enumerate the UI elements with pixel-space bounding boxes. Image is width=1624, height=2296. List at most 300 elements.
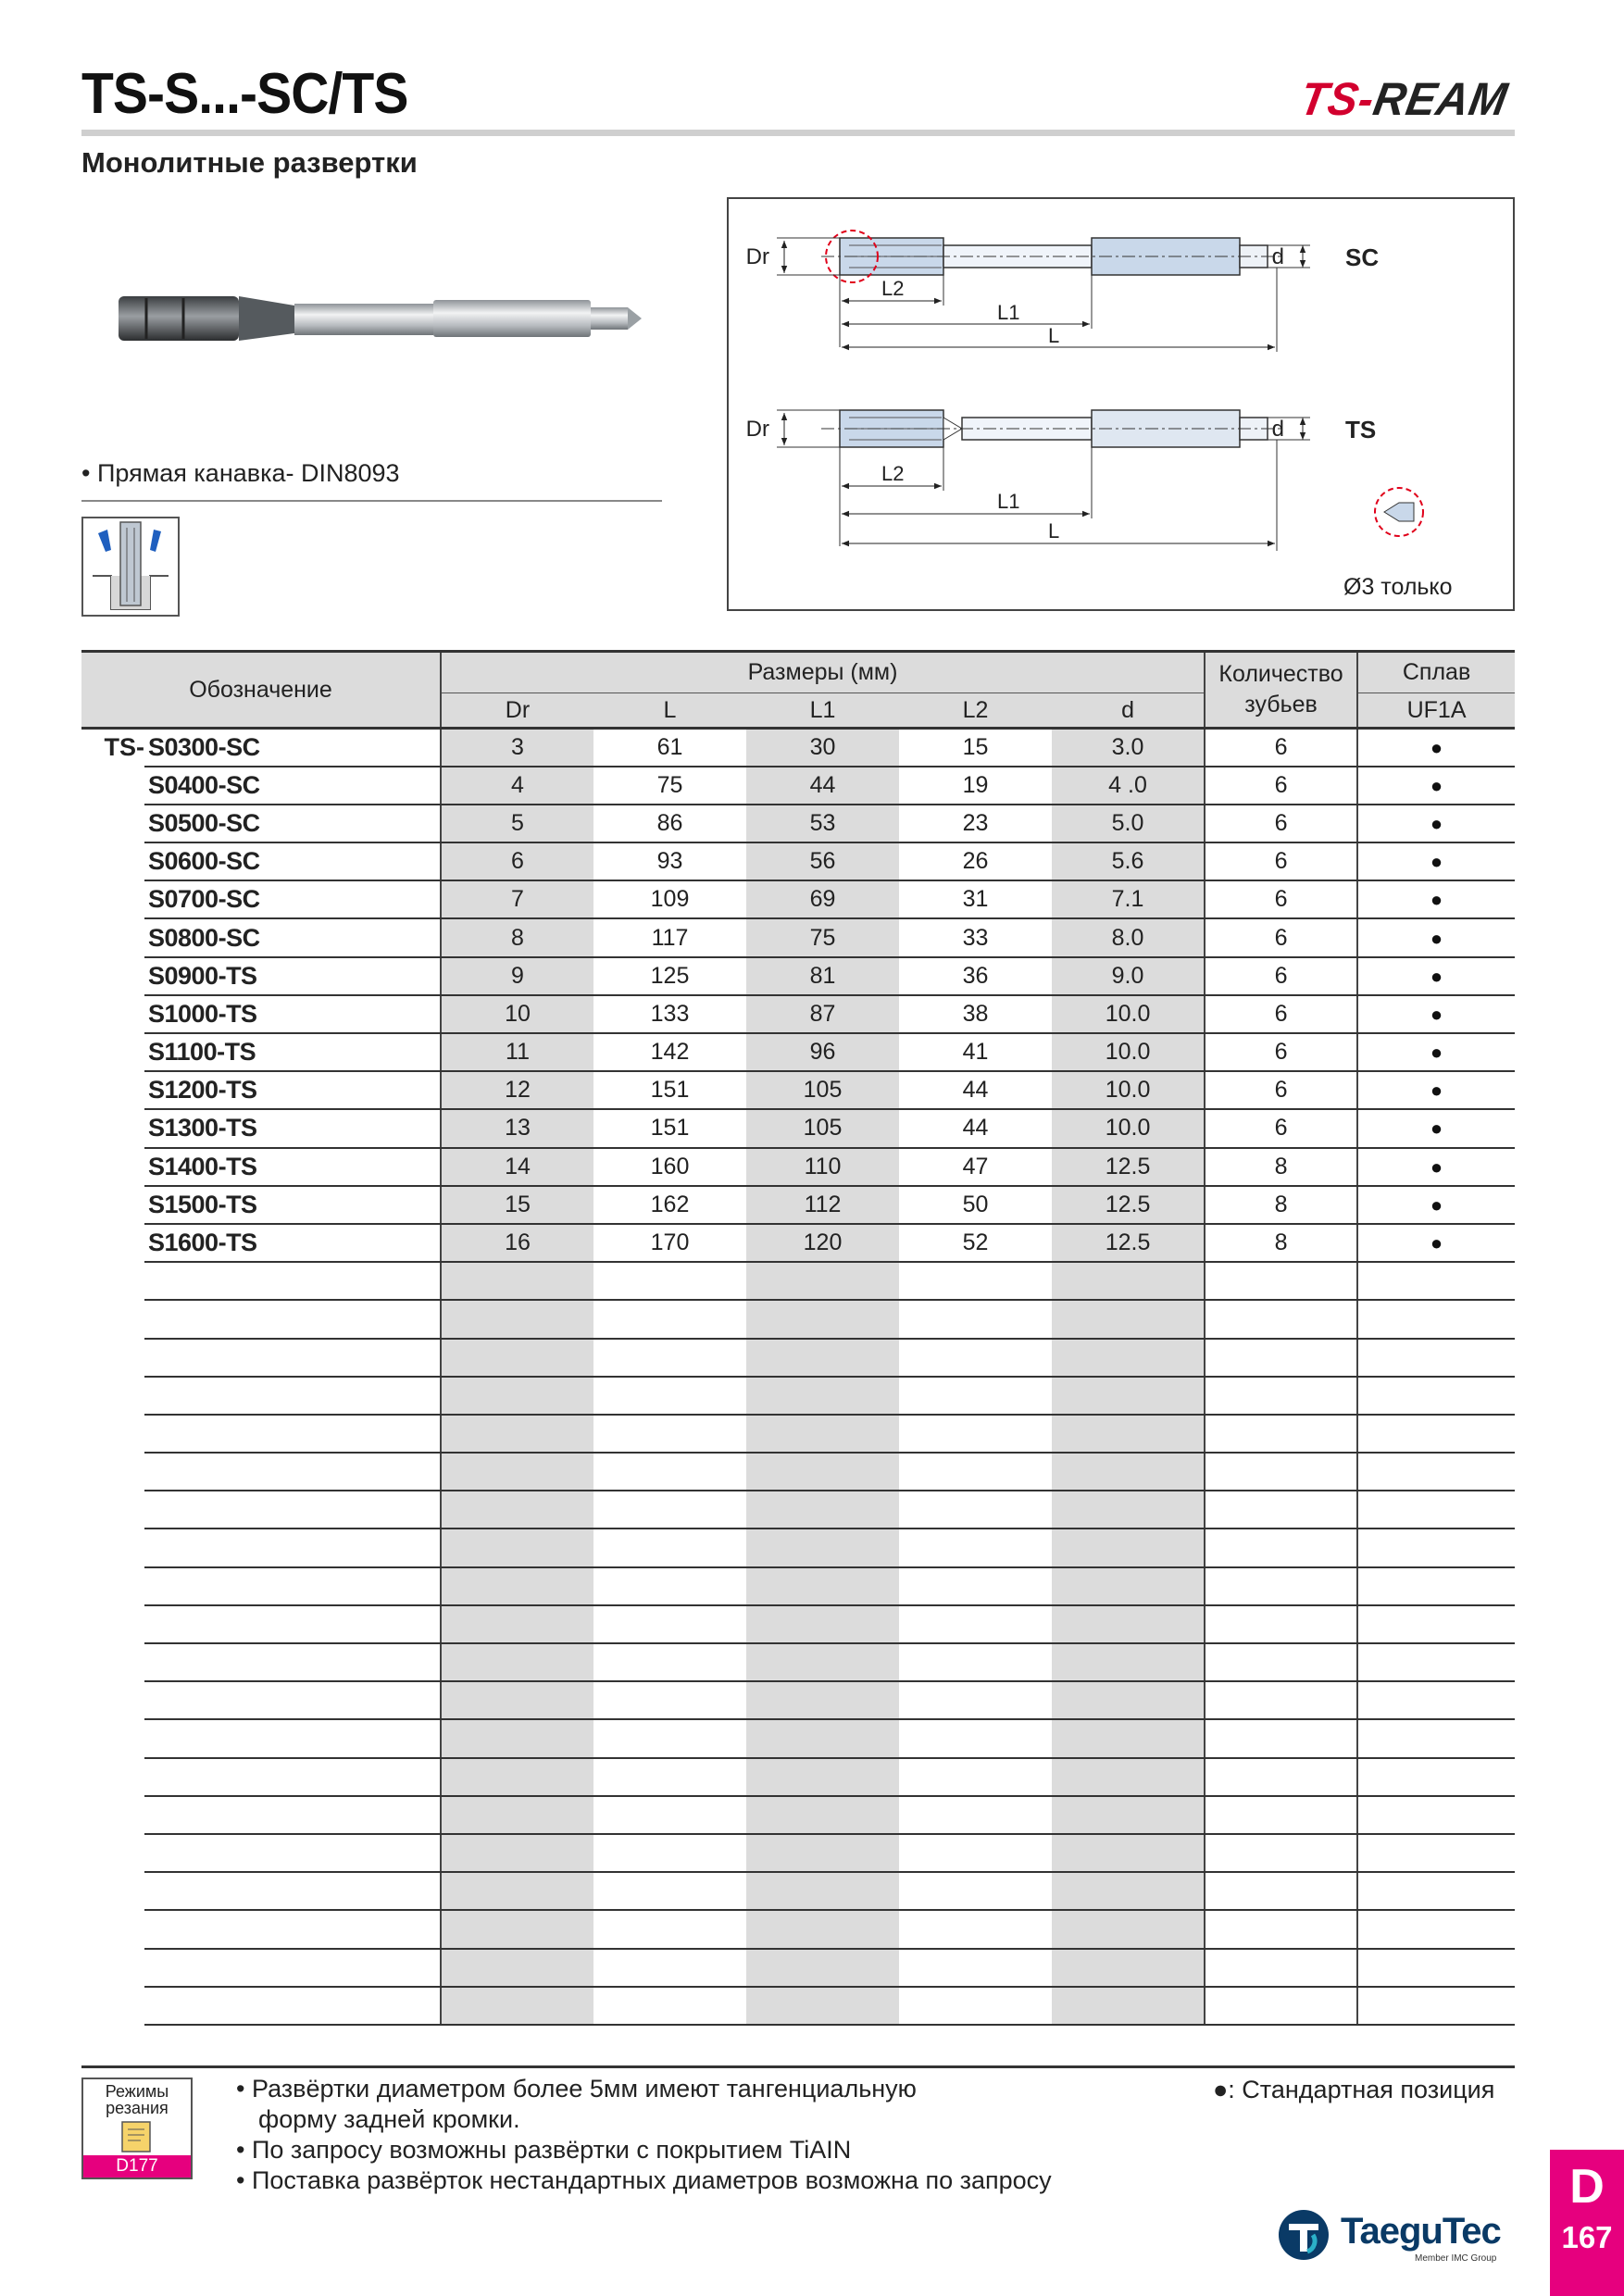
label-ts: TS bbox=[1345, 416, 1377, 443]
prefix-spacer bbox=[81, 1415, 144, 1453]
cell-dr bbox=[441, 1796, 593, 1834]
cell-l1: 81 bbox=[746, 957, 899, 995]
cell-designation: S1400-TS bbox=[144, 1148, 441, 1186]
cell-l2 bbox=[899, 1758, 1052, 1796]
prefix-spacer bbox=[81, 1186, 144, 1224]
cell-d bbox=[1052, 1567, 1205, 1605]
cell-teeth bbox=[1205, 1453, 1357, 1491]
cell-teeth bbox=[1205, 1491, 1357, 1529]
cell-designation bbox=[144, 1262, 441, 1300]
cell-teeth bbox=[1205, 1949, 1357, 1987]
cell-l bbox=[593, 1300, 746, 1338]
label-diameter-note: Ø3 только bbox=[1343, 574, 1453, 600]
cell-l1 bbox=[746, 1987, 899, 2025]
table-row bbox=[81, 805, 1515, 842]
cell-d: 10.0 bbox=[1052, 1109, 1205, 1147]
cell-l2 bbox=[899, 1719, 1052, 1757]
cell-l bbox=[593, 1377, 746, 1415]
cell-teeth bbox=[1205, 1719, 1357, 1757]
specs-table bbox=[81, 650, 1515, 2026]
cell-designation bbox=[144, 1491, 441, 1529]
cell-designation: S0700-SC bbox=[144, 880, 441, 918]
cell-d bbox=[1052, 1300, 1205, 1338]
cell-l1: 112 bbox=[746, 1186, 899, 1224]
table-row bbox=[81, 1186, 1515, 1224]
cell-l2 bbox=[899, 1796, 1052, 1834]
cell-l2 bbox=[899, 1339, 1052, 1377]
cell-teeth bbox=[1205, 1643, 1357, 1681]
cell-l1 bbox=[746, 1872, 899, 1910]
cell-l1 bbox=[746, 1719, 899, 1757]
cell-alloy bbox=[1357, 1224, 1515, 1262]
cell-dr: 3 bbox=[441, 729, 593, 767]
header-alloy: Сплав bbox=[1357, 652, 1515, 693]
taegutec-logo bbox=[1276, 2205, 1517, 2266]
cell-alloy bbox=[1357, 918, 1515, 956]
cell-designation: S1500-TS bbox=[144, 1186, 441, 1224]
cell-l1 bbox=[746, 1529, 899, 1566]
standard-dot-icon: ● bbox=[1430, 811, 1443, 835]
header-grade: UF1A bbox=[1357, 693, 1515, 729]
table-row-empty bbox=[81, 1567, 1515, 1605]
cell-designation bbox=[144, 1910, 441, 1948]
prefix-spacer bbox=[81, 805, 144, 842]
cell-dr: 5 bbox=[441, 805, 593, 842]
table-row-empty bbox=[81, 1605, 1515, 1643]
cell-l bbox=[593, 1681, 746, 1719]
cell-d bbox=[1052, 1529, 1205, 1566]
prefix-spacer bbox=[81, 1377, 144, 1415]
cell-dr bbox=[441, 1377, 593, 1415]
cell-alloy bbox=[1357, 1262, 1515, 1300]
cell-l2: 23 bbox=[899, 805, 1052, 842]
cell-dr bbox=[441, 1987, 593, 2025]
cell-l1 bbox=[746, 1910, 899, 1948]
cell-dr: 7 bbox=[441, 880, 593, 918]
cell-l1: 30 bbox=[746, 729, 899, 767]
cell-l bbox=[593, 1453, 746, 1491]
cell-l2 bbox=[899, 1987, 1052, 2025]
label-d-sc: d bbox=[1271, 244, 1284, 269]
prefix-spacer bbox=[81, 1758, 144, 1796]
cell-l2: 33 bbox=[899, 918, 1052, 956]
cell-l bbox=[593, 1605, 746, 1643]
cell-dr bbox=[441, 1910, 593, 1948]
prefix-spacer bbox=[81, 1224, 144, 1262]
cell-l1 bbox=[746, 1262, 899, 1300]
cell-l1: 105 bbox=[746, 1071, 899, 1109]
cell-l: 117 bbox=[593, 918, 746, 956]
standard-item-legend: ●: Стандартная позиция bbox=[1213, 2076, 1495, 2103]
cell-l bbox=[593, 1949, 746, 1987]
cell-dr bbox=[441, 1872, 593, 1910]
cell-alloy bbox=[1357, 1567, 1515, 1605]
cell-alloy bbox=[1357, 1605, 1515, 1643]
note-tangential-cont: форму задней кромки. bbox=[258, 2105, 520, 2133]
cell-alloy bbox=[1357, 1415, 1515, 1453]
cell-l1: 120 bbox=[746, 1224, 899, 1262]
cell-l2: 36 bbox=[899, 957, 1052, 995]
cell-l: 75 bbox=[593, 767, 746, 805]
prefix-spacer bbox=[81, 995, 144, 1033]
cell-l2 bbox=[899, 1949, 1052, 1987]
cell-teeth bbox=[1205, 1910, 1357, 1948]
table-row-empty bbox=[81, 1491, 1515, 1529]
cell-d: 7.1 bbox=[1052, 880, 1205, 918]
header-l2: L2 bbox=[899, 693, 1052, 729]
cell-d bbox=[1052, 1719, 1205, 1757]
cell-alloy bbox=[1357, 1377, 1515, 1415]
cell-l2 bbox=[899, 1377, 1052, 1415]
cell-l1: 69 bbox=[746, 880, 899, 918]
table-row bbox=[81, 880, 1515, 918]
cell-dr bbox=[441, 1262, 593, 1300]
cell-l bbox=[593, 1415, 746, 1453]
cell-alloy bbox=[1357, 1681, 1515, 1719]
page-title: TS-S...-SC/TS bbox=[81, 62, 408, 126]
cell-l: 151 bbox=[593, 1071, 746, 1109]
cell-dr bbox=[441, 1529, 593, 1566]
cell-l bbox=[593, 1339, 746, 1377]
cell-d bbox=[1052, 1605, 1205, 1643]
prefix-spacer bbox=[81, 1796, 144, 1834]
cell-dr bbox=[441, 1681, 593, 1719]
prefix-spacer bbox=[81, 1262, 144, 1300]
cell-teeth bbox=[1205, 1377, 1357, 1415]
header-l: L bbox=[593, 693, 746, 729]
table-row bbox=[81, 1224, 1515, 1262]
cell-l1 bbox=[746, 1758, 899, 1796]
cell-alloy bbox=[1357, 995, 1515, 1033]
cell-l1 bbox=[746, 1300, 899, 1338]
cell-l1: 56 bbox=[746, 842, 899, 880]
label-sc: SC bbox=[1345, 243, 1380, 271]
cell-dr bbox=[441, 1605, 593, 1643]
prefix-spacer bbox=[81, 1643, 144, 1681]
cell-teeth bbox=[1205, 1605, 1357, 1643]
cell-designation bbox=[144, 1796, 441, 1834]
cell-l2: 52 bbox=[899, 1224, 1052, 1262]
prefix-spacer bbox=[81, 767, 144, 805]
table-row bbox=[81, 767, 1515, 805]
prefix-spacer bbox=[81, 957, 144, 995]
cell-l1: 75 bbox=[746, 918, 899, 956]
cell-d: 5.6 bbox=[1052, 842, 1205, 880]
cell-alloy bbox=[1357, 842, 1515, 880]
cell-designation bbox=[144, 1300, 441, 1338]
cell-teeth: 6 bbox=[1205, 842, 1357, 880]
label-l-ts: L bbox=[1048, 519, 1060, 543]
cell-designation bbox=[144, 1453, 441, 1491]
prefix-spacer bbox=[81, 1681, 144, 1719]
cell-teeth: 6 bbox=[1205, 767, 1357, 805]
standard-dot-icon: ● bbox=[1430, 1041, 1443, 1065]
cell-l1 bbox=[746, 1567, 899, 1605]
cell-l1 bbox=[746, 1415, 899, 1453]
cell-designation bbox=[144, 1643, 441, 1681]
cell-dr bbox=[441, 1300, 593, 1338]
cell-d bbox=[1052, 1339, 1205, 1377]
note-coating: • По запросу возможны развёртки с покрытием TiAIN bbox=[236, 2136, 852, 2164]
cell-d: 10.0 bbox=[1052, 1033, 1205, 1071]
cell-d: 5.0 bbox=[1052, 805, 1205, 842]
cell-dr bbox=[441, 1453, 593, 1491]
cell-alloy bbox=[1357, 1491, 1515, 1529]
cell-teeth: 8 bbox=[1205, 1148, 1357, 1186]
cell-alloy bbox=[1357, 1910, 1515, 1948]
cell-dr: 14 bbox=[441, 1148, 593, 1186]
cell-dr bbox=[441, 1834, 593, 1872]
table-bottom-rule bbox=[81, 2065, 1515, 2068]
cell-l2 bbox=[899, 1567, 1052, 1605]
label-l1-ts: L1 bbox=[997, 490, 1020, 513]
cell-l bbox=[593, 1643, 746, 1681]
table-row-empty bbox=[81, 1643, 1515, 1681]
table-row-empty bbox=[81, 1834, 1515, 1872]
cell-alloy bbox=[1357, 1339, 1515, 1377]
prefix-spacer bbox=[81, 1491, 144, 1529]
cell-d bbox=[1052, 1987, 1205, 2025]
dimension-drawing bbox=[729, 199, 1513, 609]
table-row-empty bbox=[81, 1872, 1515, 1910]
table-row bbox=[81, 918, 1515, 956]
cell-d bbox=[1052, 1949, 1205, 1987]
header-designation: Обозначение bbox=[81, 652, 441, 729]
cell-dr: 15 bbox=[441, 1186, 593, 1224]
reaming-icon bbox=[83, 518, 178, 615]
cell-l2 bbox=[899, 1453, 1052, 1491]
standard-dot-icon: ● bbox=[1430, 1079, 1443, 1103]
cell-designation: S1200-TS bbox=[144, 1071, 441, 1109]
prefix-spacer bbox=[81, 1949, 144, 1987]
cell-l: 93 bbox=[593, 842, 746, 880]
cell-l1: 96 bbox=[746, 1033, 899, 1071]
cell-l2 bbox=[899, 1300, 1052, 1338]
cell-teeth: 8 bbox=[1205, 1186, 1357, 1224]
cell-l: 109 bbox=[593, 880, 746, 918]
cell-dr bbox=[441, 1491, 593, 1529]
cell-l2 bbox=[899, 1529, 1052, 1566]
cell-designation: S1600-TS bbox=[144, 1224, 441, 1262]
cell-d bbox=[1052, 1796, 1205, 1834]
prefix-spacer bbox=[81, 918, 144, 956]
cell-d: 12.5 bbox=[1052, 1224, 1205, 1262]
table-row-empty bbox=[81, 1796, 1515, 1834]
cell-l bbox=[593, 1567, 746, 1605]
cell-d: 9.0 bbox=[1052, 957, 1205, 995]
table-row-empty bbox=[81, 1415, 1515, 1453]
section-page-tab bbox=[1550, 2150, 1624, 2296]
table-row bbox=[81, 957, 1515, 995]
cell-designation: S0600-SC bbox=[144, 842, 441, 880]
cell-alloy bbox=[1357, 1529, 1515, 1566]
cell-teeth: 8 bbox=[1205, 1224, 1357, 1262]
cell-l1 bbox=[746, 1681, 899, 1719]
cell-l bbox=[593, 1491, 746, 1529]
cell-designation bbox=[144, 1987, 441, 2025]
label-l2-ts: L2 bbox=[881, 462, 905, 485]
table-row-empty bbox=[81, 1262, 1515, 1300]
note-tangential: • Развёртки диаметром более 5мм имеют тангенциальную bbox=[236, 2075, 917, 2103]
cell-teeth bbox=[1205, 1987, 1357, 2025]
feature-rule bbox=[81, 500, 662, 502]
cell-teeth: 6 bbox=[1205, 729, 1357, 767]
cell-l2 bbox=[899, 1643, 1052, 1681]
cell-l2: 15 bbox=[899, 729, 1052, 767]
cell-l: 170 bbox=[593, 1224, 746, 1262]
cell-alloy bbox=[1357, 1071, 1515, 1109]
standard-dot-icon: ● bbox=[1430, 1117, 1443, 1141]
taegutec-logo-text: TaeguTec bbox=[1341, 2211, 1501, 2252]
cell-l: 133 bbox=[593, 995, 746, 1033]
cell-dr bbox=[441, 1567, 593, 1605]
prefix-spacer bbox=[81, 1872, 144, 1910]
cell-l2: 31 bbox=[899, 880, 1052, 918]
prefix-spacer bbox=[81, 1987, 144, 2025]
cell-designation: S0300-SC bbox=[144, 729, 441, 767]
table-row bbox=[81, 1071, 1515, 1109]
cell-l1 bbox=[746, 1949, 899, 1987]
label-l2-sc: L2 bbox=[881, 277, 905, 300]
cell-l1: 110 bbox=[746, 1148, 899, 1186]
table-row-empty bbox=[81, 1529, 1515, 1566]
ts-variant-drawing bbox=[777, 410, 1423, 551]
cell-dr: 11 bbox=[441, 1033, 593, 1071]
cell-d bbox=[1052, 1643, 1205, 1681]
prefix-spacer bbox=[81, 1453, 144, 1491]
prefix-spacer bbox=[81, 1300, 144, 1338]
cell-l2: 44 bbox=[899, 1109, 1052, 1147]
cell-l: 160 bbox=[593, 1148, 746, 1186]
cell-l1 bbox=[746, 1339, 899, 1377]
feature-straight-flute: • Прямая канавка- DIN8093 bbox=[81, 459, 400, 487]
standard-dot-icon: ● bbox=[1430, 964, 1443, 988]
cell-alloy bbox=[1357, 1453, 1515, 1491]
prefix-spacer bbox=[81, 880, 144, 918]
cell-teeth: 6 bbox=[1205, 1033, 1357, 1071]
cell-l: 86 bbox=[593, 805, 746, 842]
cell-l2 bbox=[899, 1262, 1052, 1300]
cell-designation: S1100-TS bbox=[144, 1033, 441, 1071]
header-d: d bbox=[1052, 693, 1205, 729]
cell-l1: 44 bbox=[746, 767, 899, 805]
table-row bbox=[81, 842, 1515, 880]
cell-d: 12.5 bbox=[1052, 1148, 1205, 1186]
cell-l bbox=[593, 1872, 746, 1910]
cell-designation bbox=[144, 1949, 441, 1987]
cell-teeth bbox=[1205, 1872, 1357, 1910]
label-d-ts: d bbox=[1271, 417, 1284, 442]
cell-designation bbox=[144, 1605, 441, 1643]
prefix-spacer bbox=[81, 1148, 144, 1186]
cell-designation bbox=[144, 1415, 441, 1453]
cell-l bbox=[593, 1796, 746, 1834]
label-l-sc: L bbox=[1048, 324, 1060, 347]
cell-teeth bbox=[1205, 1339, 1357, 1377]
cell-l2 bbox=[899, 1605, 1052, 1643]
book-icon bbox=[119, 2118, 156, 2155]
cell-alloy bbox=[1357, 1033, 1515, 1071]
cell-alloy bbox=[1357, 1148, 1515, 1186]
cell-alloy bbox=[1357, 880, 1515, 918]
title-rule bbox=[81, 130, 1515, 136]
cell-alloy bbox=[1357, 1643, 1515, 1681]
cell-d: 10.0 bbox=[1052, 1071, 1205, 1109]
cell-dr bbox=[441, 1758, 593, 1796]
cell-dr: 9 bbox=[441, 957, 593, 995]
cell-alloy bbox=[1357, 729, 1515, 767]
standard-dot-icon: ● bbox=[1430, 850, 1443, 874]
cell-teeth bbox=[1205, 1681, 1357, 1719]
cell-l bbox=[593, 1719, 746, 1757]
table-row-empty bbox=[81, 1910, 1515, 1948]
prefix-spacer bbox=[81, 1529, 144, 1566]
page-number: 167 bbox=[1561, 2220, 1613, 2254]
cell-d bbox=[1052, 1681, 1205, 1719]
table-row-empty bbox=[81, 1987, 1515, 2025]
prefix-spacer bbox=[81, 1109, 144, 1147]
cell-dr: 8 bbox=[441, 918, 593, 956]
cell-alloy bbox=[1357, 1300, 1515, 1338]
brand-logo bbox=[1296, 72, 1512, 126]
standard-dot-icon: ● bbox=[1430, 888, 1443, 912]
cell-l1 bbox=[746, 1377, 899, 1415]
cell-teeth: 6 bbox=[1205, 1109, 1357, 1147]
cell-d bbox=[1052, 1415, 1205, 1453]
section-letter: D bbox=[1569, 2160, 1605, 2214]
note-nonstandard: • Поставка развёрток нестандартных диаметров возможна по запросу bbox=[236, 2166, 1052, 2194]
cell-l1 bbox=[746, 1491, 899, 1529]
cell-d bbox=[1052, 1491, 1205, 1529]
cell-designation bbox=[144, 1529, 441, 1566]
cell-l: 151 bbox=[593, 1109, 746, 1147]
cell-dr: 13 bbox=[441, 1109, 593, 1147]
cell-l2: 38 bbox=[899, 995, 1052, 1033]
standard-dot-icon: ● bbox=[1430, 1231, 1443, 1255]
cell-designation bbox=[144, 1377, 441, 1415]
table-row bbox=[81, 729, 1515, 767]
header-l1: L1 bbox=[746, 693, 899, 729]
cutting-conditions-box[interactable] bbox=[81, 2078, 193, 2179]
brand-logo-ts: TS- bbox=[1295, 73, 1380, 125]
cell-l1 bbox=[746, 1796, 899, 1834]
cell-teeth: 6 bbox=[1205, 805, 1357, 842]
cell-dr bbox=[441, 1949, 593, 1987]
cell-designation bbox=[144, 1872, 441, 1910]
cell-teeth bbox=[1205, 1567, 1357, 1605]
cell-dr bbox=[441, 1339, 593, 1377]
cell-alloy bbox=[1357, 1796, 1515, 1834]
cell-designation: S0500-SC bbox=[144, 805, 441, 842]
cell-l2 bbox=[899, 1681, 1052, 1719]
cell-designation: S0900-TS bbox=[144, 957, 441, 995]
designation-prefix: TS- bbox=[104, 733, 144, 762]
cell-l: 162 bbox=[593, 1186, 746, 1224]
cell-l2: 41 bbox=[899, 1033, 1052, 1071]
cell-alloy bbox=[1357, 767, 1515, 805]
cutting-conditions-label: Режимы резания bbox=[105, 2082, 169, 2117]
cell-teeth bbox=[1205, 1796, 1357, 1834]
cell-l2 bbox=[899, 1415, 1052, 1453]
cell-l2: 47 bbox=[899, 1148, 1052, 1186]
prefix-spacer bbox=[81, 1834, 144, 1872]
table-row-empty bbox=[81, 1681, 1515, 1719]
cell-teeth: 6 bbox=[1205, 918, 1357, 956]
cell-l1 bbox=[746, 1453, 899, 1491]
standard-dot-icon: ● bbox=[1430, 1154, 1443, 1179]
prefix-spacer bbox=[81, 1910, 144, 1948]
cell-l2: 26 bbox=[899, 842, 1052, 880]
